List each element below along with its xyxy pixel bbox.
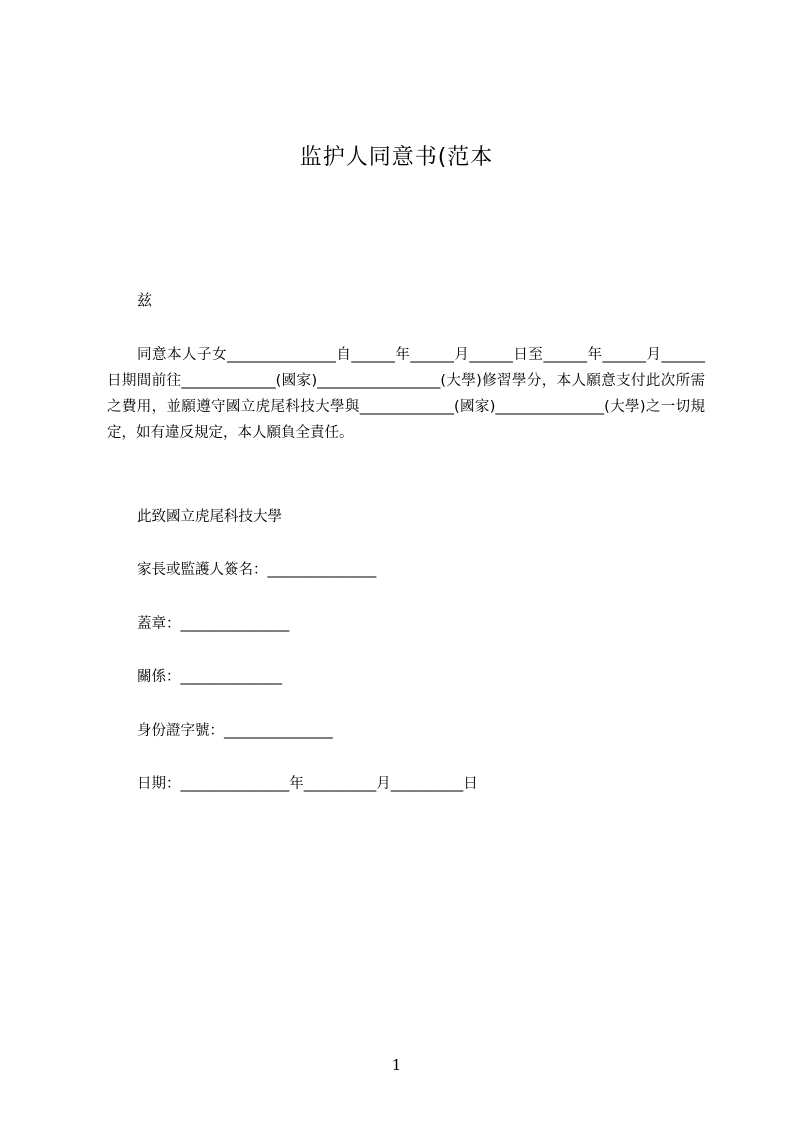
parent-signature-field: 家長或監護人簽名：_______________: [137, 562, 377, 578]
document-title: 监护人同意书(范本: [299, 145, 494, 170]
relationship-field: 關係：______________: [137, 669, 282, 685]
closing-line: 此致國立虎尾科技大學: [137, 509, 282, 525]
seal-field: 蓋章：_______________: [137, 616, 290, 632]
salutation: 兹: [137, 291, 153, 309]
page-number: 1: [391, 1056, 402, 1074]
date-field: 日期：_______________年__________月__________日: [137, 776, 478, 792]
consent-paragraph: 同意本人子女_______________自______年______月______日至______年______月______日期間前往_____________(國家)_________________(大學)修習學分，本人願意支付此次所需之費用，並願遵守國立虎尾科技大學與_____________(國家)_______________(大學)之一切規定，如有違反規定，本人願負全責任。: [107, 347, 705, 441]
id-number-field: 身份證字號：_______________: [137, 723, 333, 739]
